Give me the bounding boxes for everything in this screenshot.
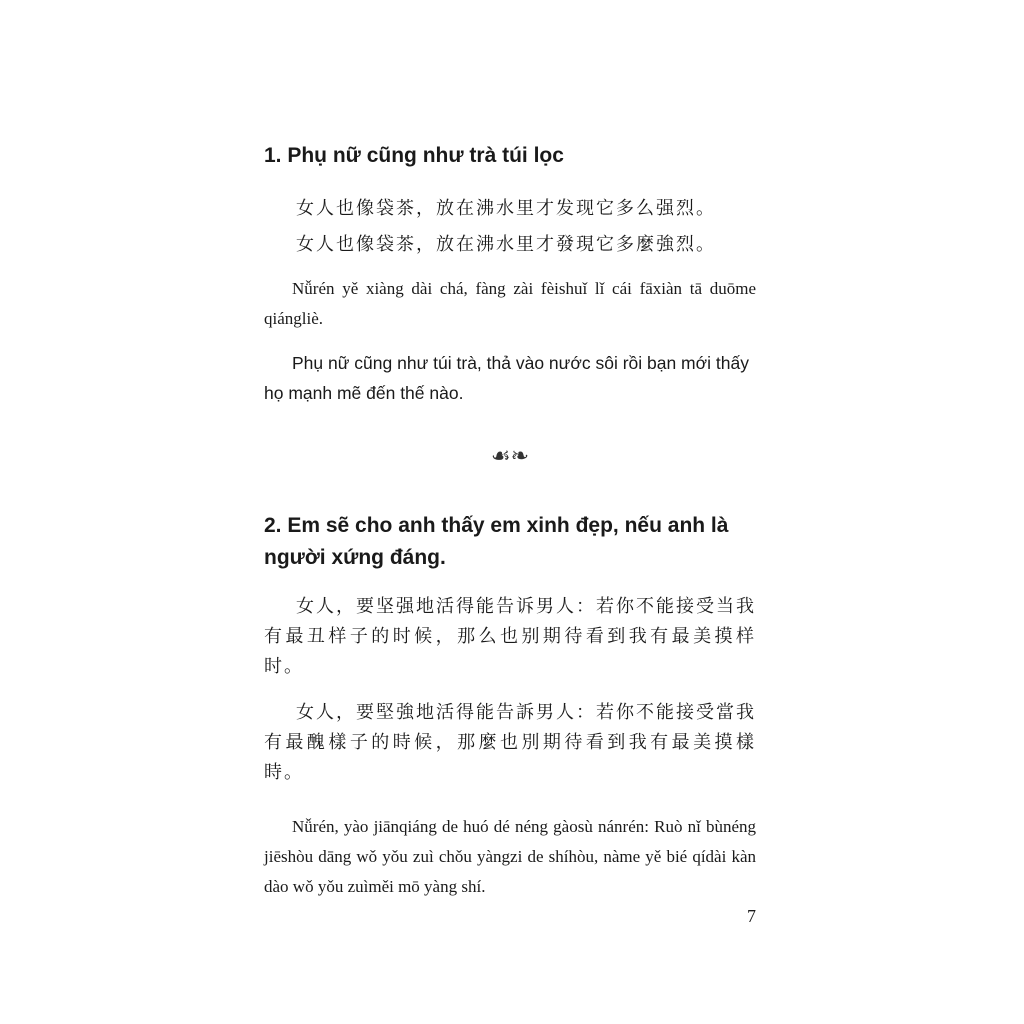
section-2-chinese-simplified: 女人，要坚强地活得能告诉男人：若你不能接受当我有最丑样子的时候，那么也别期待看到我有最美摸样时。 xyxy=(264,596,756,677)
section-1-heading: 1. Phụ nữ cũng như trà túi lọc xyxy=(264,144,564,167)
section-1-chinese-traditional: 女人也像袋茶，放在沸水里才發現它多麼強烈。 xyxy=(296,234,716,255)
page-content xyxy=(264,140,756,902)
fleuron-ornament-icon: ☙❧ xyxy=(490,444,530,469)
section-1-chinese-simplified: 女人也像袋茶，放在沸水里才发现它多么强烈。 xyxy=(296,198,716,219)
section-1-vietnamese: Phụ nữ cũng như túi trà, thả vào nước sôi rồi bạn mới thấy họ mạnh mẽ đến thế nào. xyxy=(264,353,749,403)
section-1-pinyin: Nǚrén yě xiàng dài chá, fàng zài fèishuǐ lǐ cái fāxiàn tā duōme qiángliè. xyxy=(264,279,756,328)
section-2-chinese-traditional: 女人，要堅強地活得能告訴男人：若你不能接受當我有最醜樣子的時候，那麼也別期待看到我有最美摸樣時。 xyxy=(264,702,756,783)
section-2-heading: 2. Em sẽ cho anh thấy em xinh đẹp, nếu anh là người xứng đáng. xyxy=(264,514,729,569)
section-2-pinyin: Nǚrén, yào jiānqiáng de huó dé néng gàosù nánrén: Ruò nǐ bùnéng jiēshòu dāng wǒ yǒu zuì chǒu yàngzi de shíhòu, nàme yě bié qídài kàn dào wǒ yǒu zuìměi mō yàng shí. xyxy=(264,817,756,896)
page-number: 7 xyxy=(747,906,756,926)
